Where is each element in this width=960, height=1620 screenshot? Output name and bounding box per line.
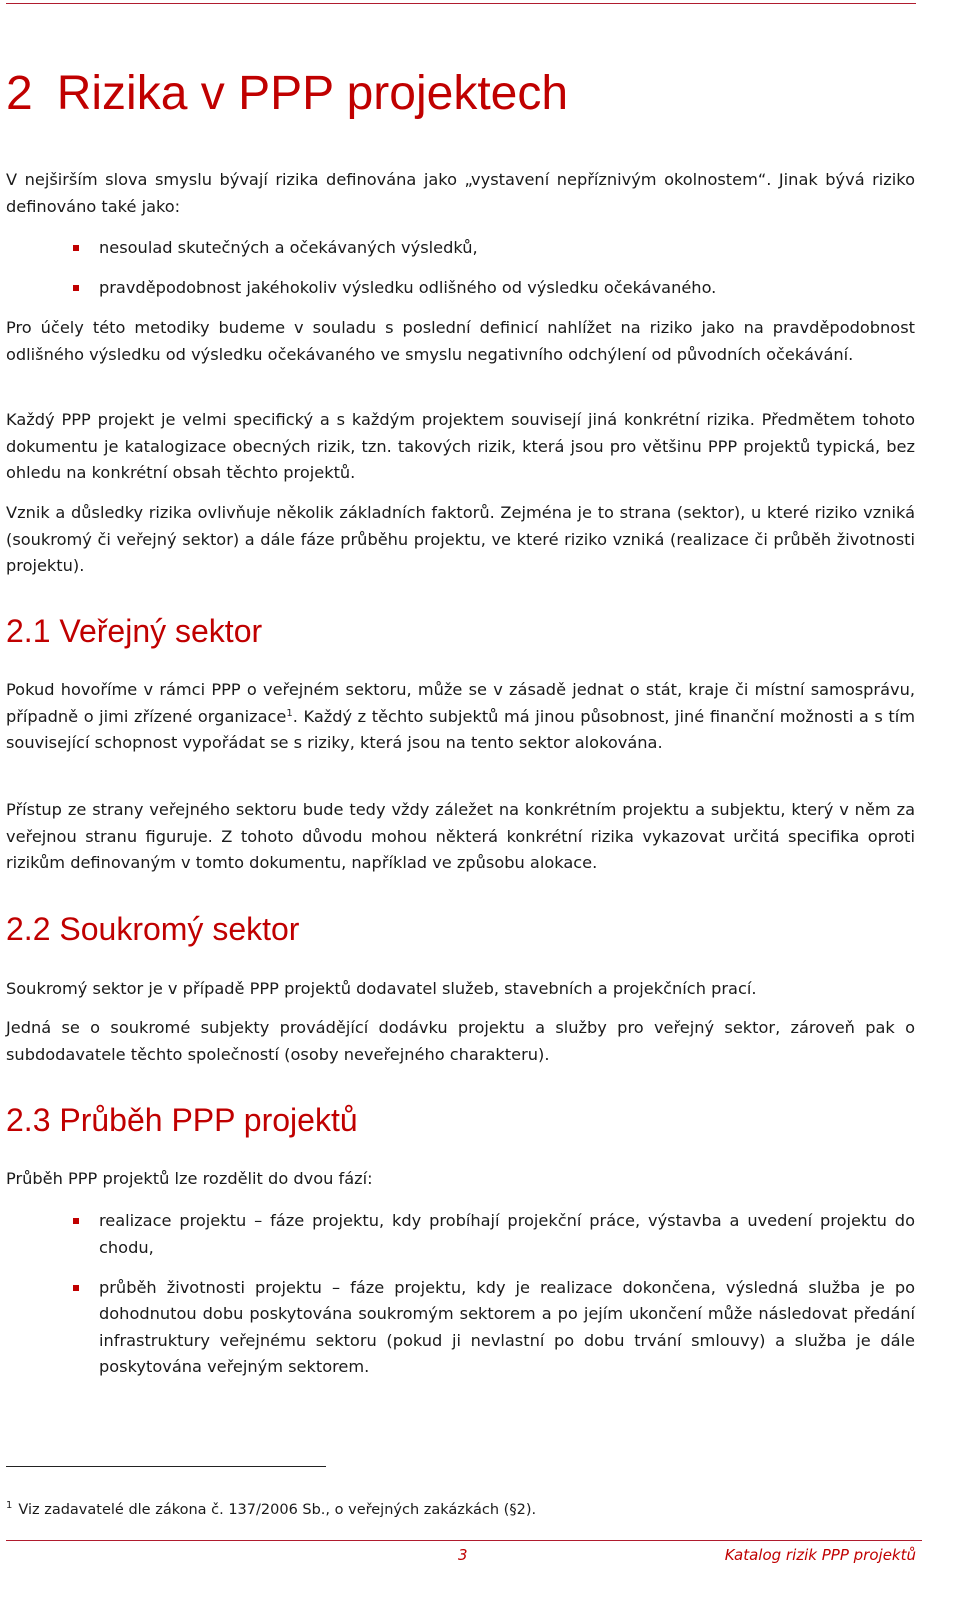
- top-rule: [6, 3, 916, 4]
- page-number: 3: [458, 1546, 468, 1564]
- footer-rule: [6, 1540, 922, 1541]
- list-item: realizace projektu – fáze projektu, kdy probíhají projekční práce, výstavba a uvedení projektu do chodu,: [6, 1208, 915, 1261]
- intro-paragraph-2: Pro účely této metodiky budeme v souladu s poslední definicí nahlížet na riziko jako na pravděpodobnost odlišného výsledku od výsledku očekávaného ve smyslu negativního odchýlení od původních očekávání.: [6, 318, 915, 364]
- section-heading-private-sector: 2.2 Soukromý sektor: [6, 911, 300, 947]
- public-sector-paragraph-1: Pokud hovoříme v rámci PPP o veřejném sektoru, může se v zásadě jednat o stát, kraje či místní samosprávu, případně o jimi zřízené organizace$^1$. Každý z těchto subjektů má jinou působnost, jiné finanční možnosti a s tím související schopnost vypořádat se s riziky, která jsou na tento sektor alokována.: [6, 680, 915, 752]
- private-sector-paragraph-2: Jedná se o soukromé subjekty provádějící dodávku projektu a služby pro veřejný sektor, zároveň pak o subdodavatele těchto společností (osoby neveřejného charakteru).: [6, 1018, 915, 1064]
- chapter-title: Rizika v PPP projektech: [56, 67, 569, 120]
- public-sector-paragraph-2: Přístup ze strany veřejného sektoru bude tedy vždy záležet na konkrétním projektu a subjektu, který v něm za veřejnou stranu figuruje. Z tohoto důvodu mohou některá konkrétní rizika vykazovat určitá specifika oproti rizikům definovaným v tomto dokumentu, například ve způsobu alokace.: [6, 800, 915, 872]
- private-sector-paragraph-1: Soukromý sektor je v případě PPP projektů dodavatel služeb, stavebních a projekčních prací.: [6, 979, 757, 998]
- list-item: nesoulad skutečných a očekávaných výsledků,: [6, 235, 915, 262]
- footnote-reference[interactable]: 1: [286, 707, 293, 719]
- phase-list: [6, 1208, 915, 1381]
- intro-paragraph-3: Každý PPP projekt je velmi specifický a s každým projektem souvisejí jiná konkrétní rizika. Předmětem tohoto dokumentu je katalogizace obecných rizik, tzn. takových rizik, která jsou pro většinu PPP projektů typická, bez ohledu na konkrétní obsah těchto projektů.: [6, 410, 915, 482]
- chapter-number: 2: [6, 67, 33, 120]
- footer-title: Katalog rizik PPP projektů: [724, 1546, 916, 1564]
- bullet-icon: [73, 1285, 79, 1291]
- bullet-icon: [73, 245, 79, 251]
- section-heading-project-course: 2.3 Průběh PPP projektů: [6, 1102, 358, 1138]
- list-item: průběh životnosti projektu – fáze projektu, kdy je realizace dokončena, výsledná služba je po dohodnutou dobu poskytována soukromým sektorem a po jejím ukončení může následovat předání infrastruktury veřejnému sektoru (pokud ji nevlastní po dobu trvání smlouvy) a služba je dále poskytována veřejným sektorem.: [6, 1275, 915, 1381]
- footnote-text: Viz zadavatelé dle zákona č. 137/2006 Sb., o veřejných zakázkách (§2).: [18, 1502, 537, 1518]
- chapter-heading: [6, 64, 568, 124]
- list-item: pravděpodobnost jakéhokoliv výsledku odlišného od výsledku očekávaného.: [6, 275, 915, 302]
- footnote-marker: 1: [6, 1500, 13, 1511]
- section-heading-public-sector: 2.1 Veřejný sektor: [6, 613, 263, 649]
- bullet-icon: [73, 285, 79, 291]
- footnote: [6, 1500, 536, 1520]
- bullet-icon: [73, 1218, 79, 1224]
- intro-paragraph-1: V nejširším slova smyslu bývají rizika definována jako „vystavení nepříznivým okolnostem“. Jinak bývá riziko definováno také jako:: [6, 170, 915, 216]
- intro-paragraph-4: Vznik a důsledky rizika ovlivňuje několik základních faktorů. Zejména je to strana (sektor), u které riziko vzniká (soukromý či veřejný sektor) a dále fáze průběhu projektu, ve které riziko vzniká (realizace či průběh životnosti projektu).: [6, 503, 915, 575]
- footnote-separator: [6, 1466, 326, 1467]
- definition-list: [6, 235, 915, 302]
- project-course-paragraph: Průběh PPP projektů lze rozdělit do dvou fází:: [6, 1169, 373, 1188]
